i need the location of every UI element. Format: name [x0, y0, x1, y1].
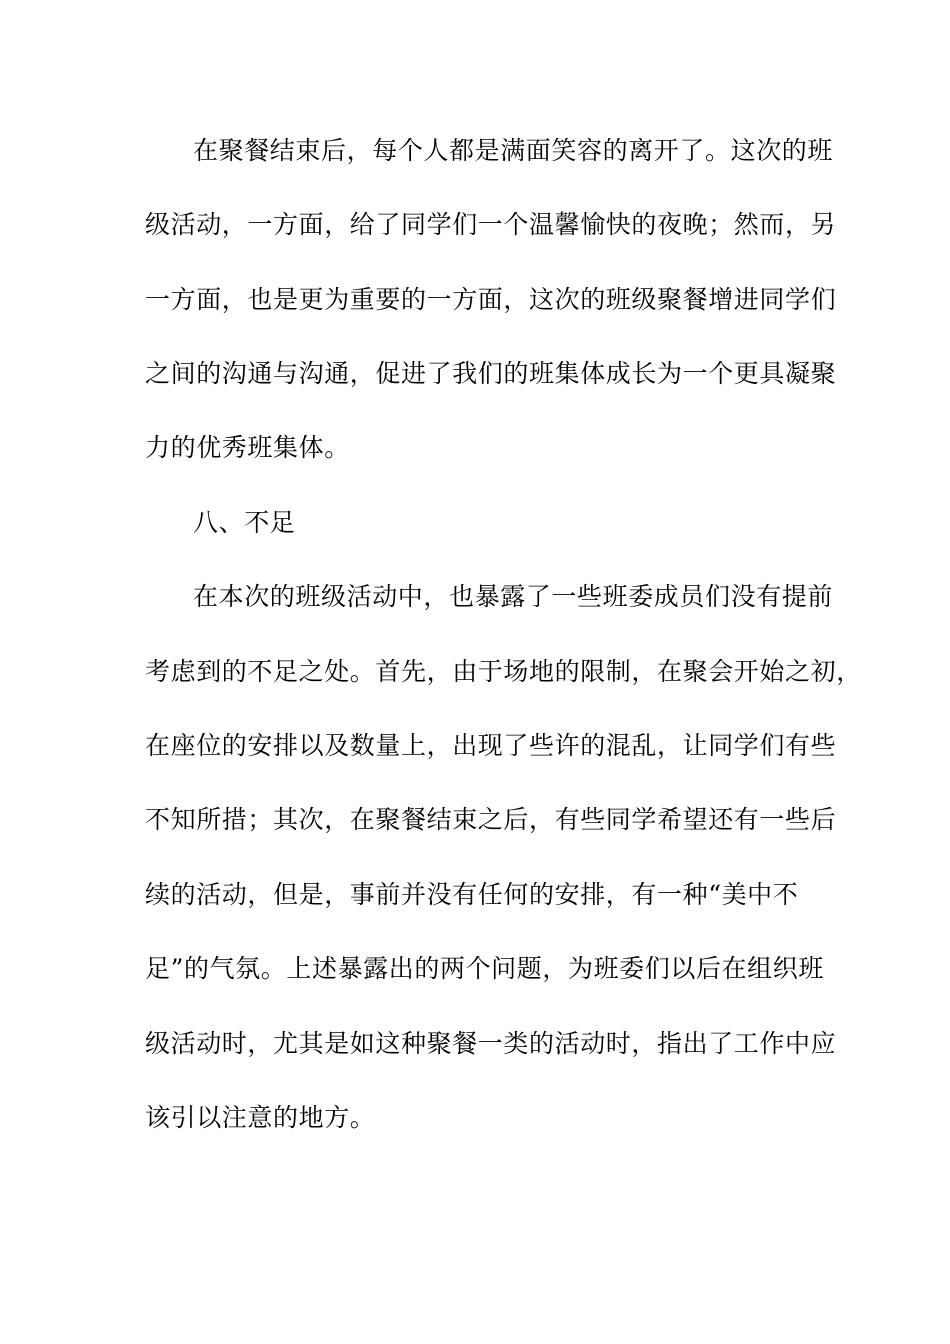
- paragraph-3-line-4: 不知所措；其次，在聚餐结束之后，有些同学希望还有一些后: [145, 805, 837, 834]
- paragraph-3-line-7: 级活动时，尤其是如这种聚餐一类的活动时，指出了工作中应: [145, 1029, 837, 1058]
- paragraph-3-line-1: 在本次的班级活动中，也暴露了一些班委成员们没有提前: [193, 582, 834, 611]
- paragraph-1-line-4: 之间的沟通与沟通，促进了我们的班集体成长为一个更具凝聚: [145, 359, 837, 388]
- section-heading: 八、不足: [193, 508, 296, 537]
- paragraph-3-line-3: 在座位的安排以及数量上，出现了些许的混乱，让同学们有些: [145, 731, 837, 760]
- paragraph-3-line-6: 足”的气氛。上述暴露出的两个问题，为班委们以后在组织班: [145, 954, 824, 983]
- paragraph-3-line-2: 考虑到的不足之处。首先，由于场地的限制，在聚会开始之初，: [145, 657, 862, 686]
- paragraph-3-line-5: 续的活动，但是，事前并没有任何的安排，有一种“美中不: [145, 880, 799, 909]
- paragraph-1-line-1: 在聚餐结束后，每个人都是满面笑容的离开了。这次的班: [193, 136, 834, 165]
- paragraph-1-line-3: 一方面，也是更为重要的一方面，这次的班级聚餐增进同学们: [145, 285, 837, 314]
- paragraph-1-line-5: 力的优秀班集体。: [145, 433, 350, 462]
- paragraph-1-line-2: 级活动，一方面，给了同学们一个温馨愉快的夜晚；然而，另: [145, 210, 837, 239]
- paragraph-3-line-8: 该引以注意的地方。: [145, 1103, 376, 1132]
